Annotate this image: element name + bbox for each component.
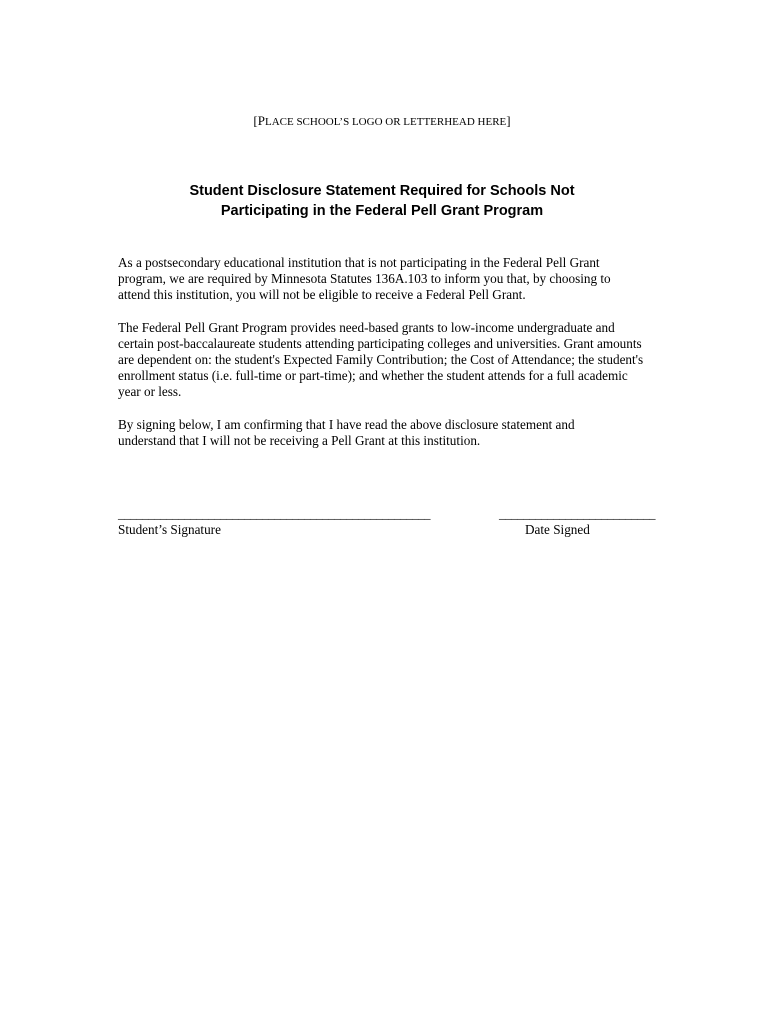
student-signature-line[interactable]: ____________________________________________________ — [118, 506, 430, 521]
paragraph-line: are dependent on: the student's Expected Family Contribution; the Cost of Attendance; the student's — [118, 352, 644, 367]
title-line-2: Participating in the Federal Pell Grant Program — [220, 203, 544, 219]
student-signature-label: Student’s Signature — [118, 522, 221, 537]
letterhead-placeholder — [0, 113, 764, 129]
title-line-1: Student Disclosure Statement Required for Schools Not — [189, 183, 575, 199]
letterhead-bracket-close: ] — [506, 113, 511, 128]
letterhead-first-letter: P — [257, 113, 265, 128]
paragraph-confirmation — [118, 417, 658, 449]
date-signed-line[interactable]: __________________________ — [499, 506, 655, 521]
paragraph-eligibility-notice — [118, 255, 658, 303]
paragraph-line: By signing below, I am confirming that I have read the above disclosure statement and — [118, 417, 575, 432]
paragraph-line: attend this institution, you will not be eligible to receive a Federal Pell Grant. — [118, 287, 526, 302]
paragraph-line: understand that I will not be receiving a Pell Grant at this institution. — [118, 433, 481, 448]
paragraph-line: As a postsecondary educational institution that is not participating in the Federal Pell Grant — [118, 255, 600, 270]
letterhead-text: LACE SCHOOL’S LOGO OR LETTERHEAD HERE — [264, 116, 507, 128]
paragraph-line: program, we are required by Minnesota Statutes 136A.103 to inform you that, by choosing to — [118, 271, 611, 286]
paragraph-line: certain post-baccalaureate students attending participating colleges and universities. Grant amounts — [118, 336, 642, 351]
letterhead-bracket-open: [ — [253, 113, 258, 128]
date-signed-label: Date Signed — [525, 522, 590, 537]
paragraph-line: enrollment status (i.e. full-time or part-time); and whether the student attends for a full academic — [118, 368, 628, 383]
document-title — [0, 181, 764, 221]
paragraph-line: The Federal Pell Grant Program provides need-based grants to low-income undergraduate and — [118, 320, 615, 335]
paragraph-pell-description — [118, 320, 658, 400]
paragraph-line: year or less. — [118, 384, 182, 399]
